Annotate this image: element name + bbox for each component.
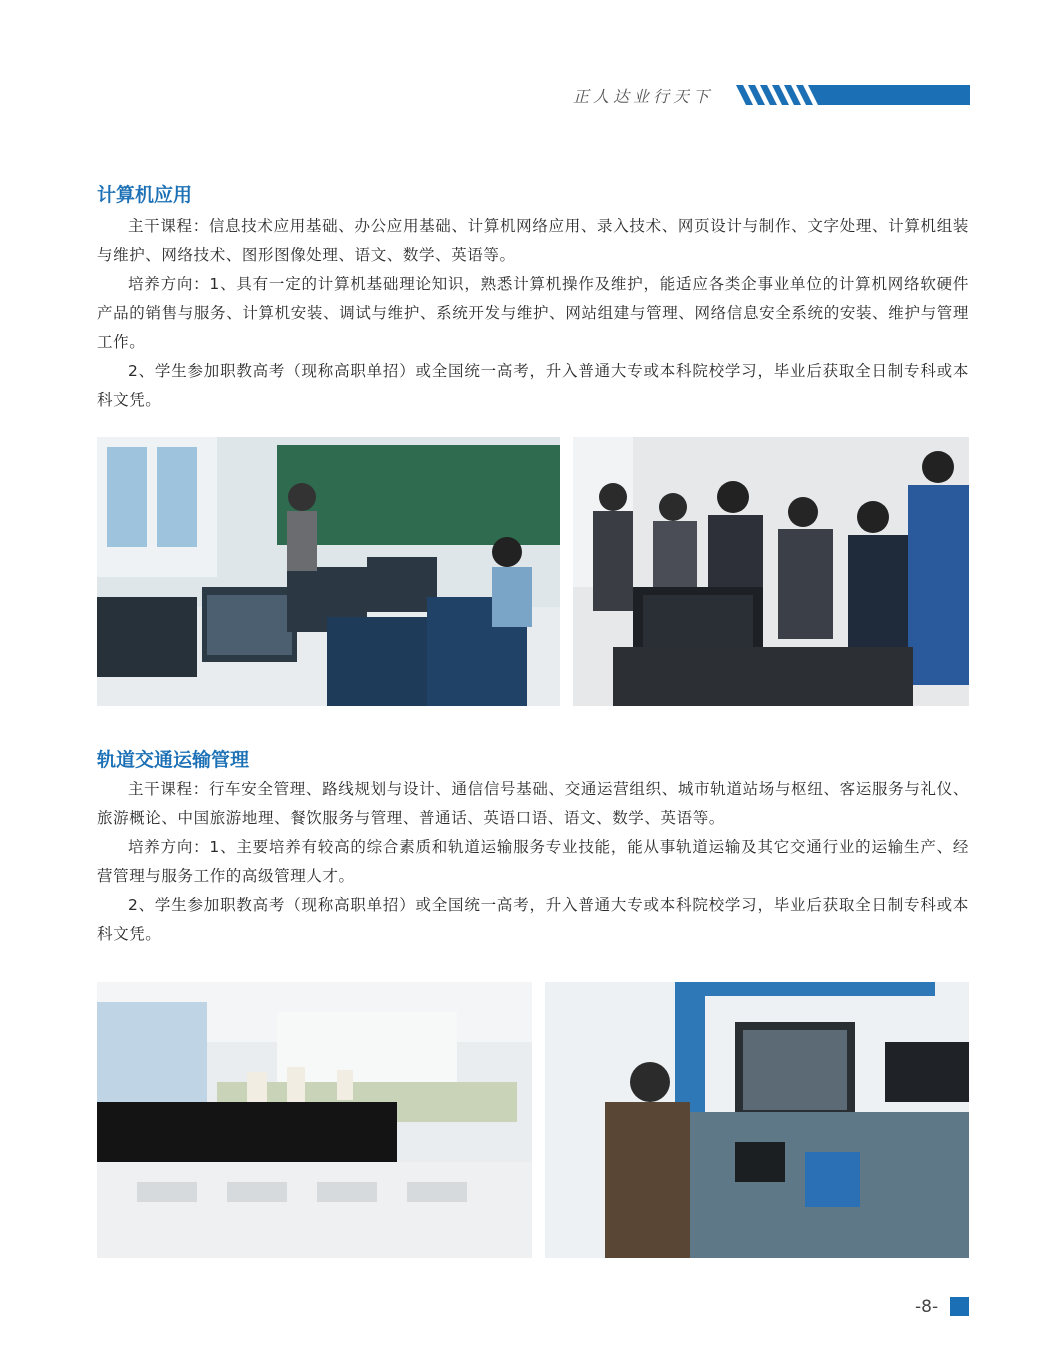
section-paragraph-direction-1: 培养方向：1、具有一定的计算机基础理论知识，熟悉计算机操作及维护，能适应各类企事业单位的计算机网络软硬件产品的销售与服务、计算机安装、调试与维护、系统开发与维护、网站组建与管理、网络信息安全系统的安装、维护与管理工作。 [97, 275, 969, 351]
section-paragraph-direction-2: 2、学生参加职教高考（现称高职单招）或全国统一高考，升入普通大专或本科院校学习，毕业后获取全日制专科或本科文凭。 [97, 896, 969, 943]
photo-row-rail [97, 982, 969, 1258]
section-rail-transit [97, 745, 969, 949]
header-stripe-bar [736, 85, 970, 105]
photo-computer-lab [97, 437, 560, 706]
photo-students-group [573, 437, 969, 706]
page-number: -8- [915, 1297, 939, 1317]
section-paragraph-courses: 主干课程：行车安全管理、路线规划与设计、通信信号基础、交通运营组织、城市轨道站场与枢纽、客运服务与礼仪、旅游概论、中国旅游地理、餐饮服务与管理、普通话、英语口语、语文、数学、英语等。 [97, 780, 969, 827]
section-title: 计算机应用 [97, 184, 193, 206]
section-paragraph-direction-1: 培养方向：1、主要培养有较高的综合素质和轨道运输服务专业技能，能从事轨道运输及其它交通行业的运输生产、经营管理与服务工作的高级管理人才。 [97, 838, 969, 885]
photo-train-simulator [545, 982, 969, 1258]
photo-rail-model-room [97, 982, 532, 1258]
header-motto: 正人达业行天下 [573, 87, 714, 106]
section-title: 轨道交通运输管理 [97, 749, 250, 771]
section-paragraph-courses: 主干课程：信息技术应用基础、办公应用基础、计算机网络应用、录入技术、网页设计与制作、文字处理、计算机组装与维护、网络技术、图形图像处理、语文、数学、英语等。 [97, 217, 969, 264]
section-paragraph-direction-2: 2、学生参加职教高考（现称高职单招）或全国统一高考，升入普通大专或本科院校学习，毕业后获取全日制专科或本科文凭。 [97, 362, 969, 409]
page-header [0, 78, 1041, 114]
photo-row-computer [97, 437, 969, 706]
section-computer-application [97, 180, 969, 415]
page-number-marker [950, 1297, 969, 1316]
